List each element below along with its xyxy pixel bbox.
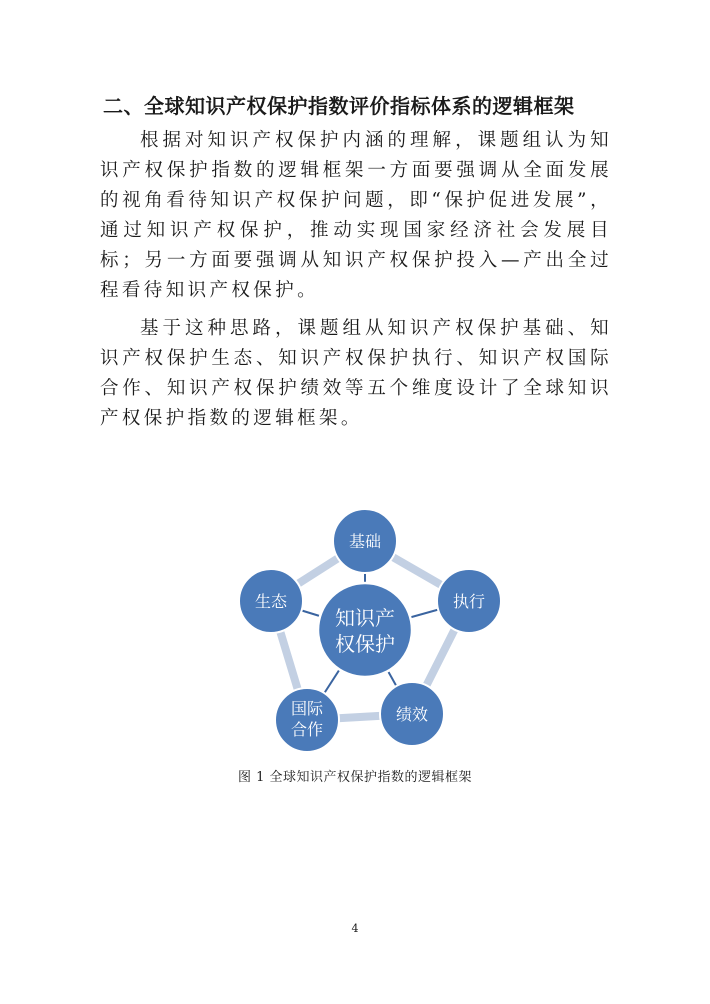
- center-node: [318, 583, 412, 677]
- section-heading: 二、全球知识产权保护指数评价指标体系的逻辑框架: [103, 94, 575, 118]
- node-cooperation-label-1: 国际: [290, 699, 324, 718]
- node-enforcement: [437, 569, 500, 633]
- node-performance-label: 绩效: [395, 705, 429, 724]
- center-label-line-1: 知识产: [335, 606, 395, 630]
- node-performance: [380, 682, 444, 746]
- node-enforcement-label: 执行: [452, 592, 486, 611]
- node-ecology: [239, 569, 303, 633]
- node-cooperation: [275, 688, 339, 752]
- paragraph-2: 基于这种思路，课题组从知识产权保护基础、知识产权保护生态、知识产权保护执行、知识产权国际合作、知识产权保护绩效等五个维度设计了全球知识产权保护指数的逻辑框架。: [100, 318, 612, 429]
- page-number: 4: [351, 922, 359, 935]
- node-foundation: [333, 509, 397, 573]
- node-foundation-label: 基础: [348, 532, 382, 551]
- node-cooperation-label-2: 合作: [290, 720, 324, 739]
- center-label-line-2: 权保护: [335, 632, 395, 656]
- figure-caption: 图 1 全球知识产权保护指数的逻辑框架: [237, 770, 473, 785]
- node-ecology-label: 生态: [254, 592, 288, 611]
- paragraph-1: 根据对知识产权保护内涵的理解，课题组认为知识产权保护指数的逻辑框架一方面要强调从全面发展的视角看待知识产权保护问题，即“保护促进发展”，通过知识产权保护，推动实现国家经济社会发展目标；另一方面要强调从知识产权保护投入—产出全过程看待知识产权保护。: [100, 130, 612, 301]
- framework-diagram: [220, 500, 500, 762]
